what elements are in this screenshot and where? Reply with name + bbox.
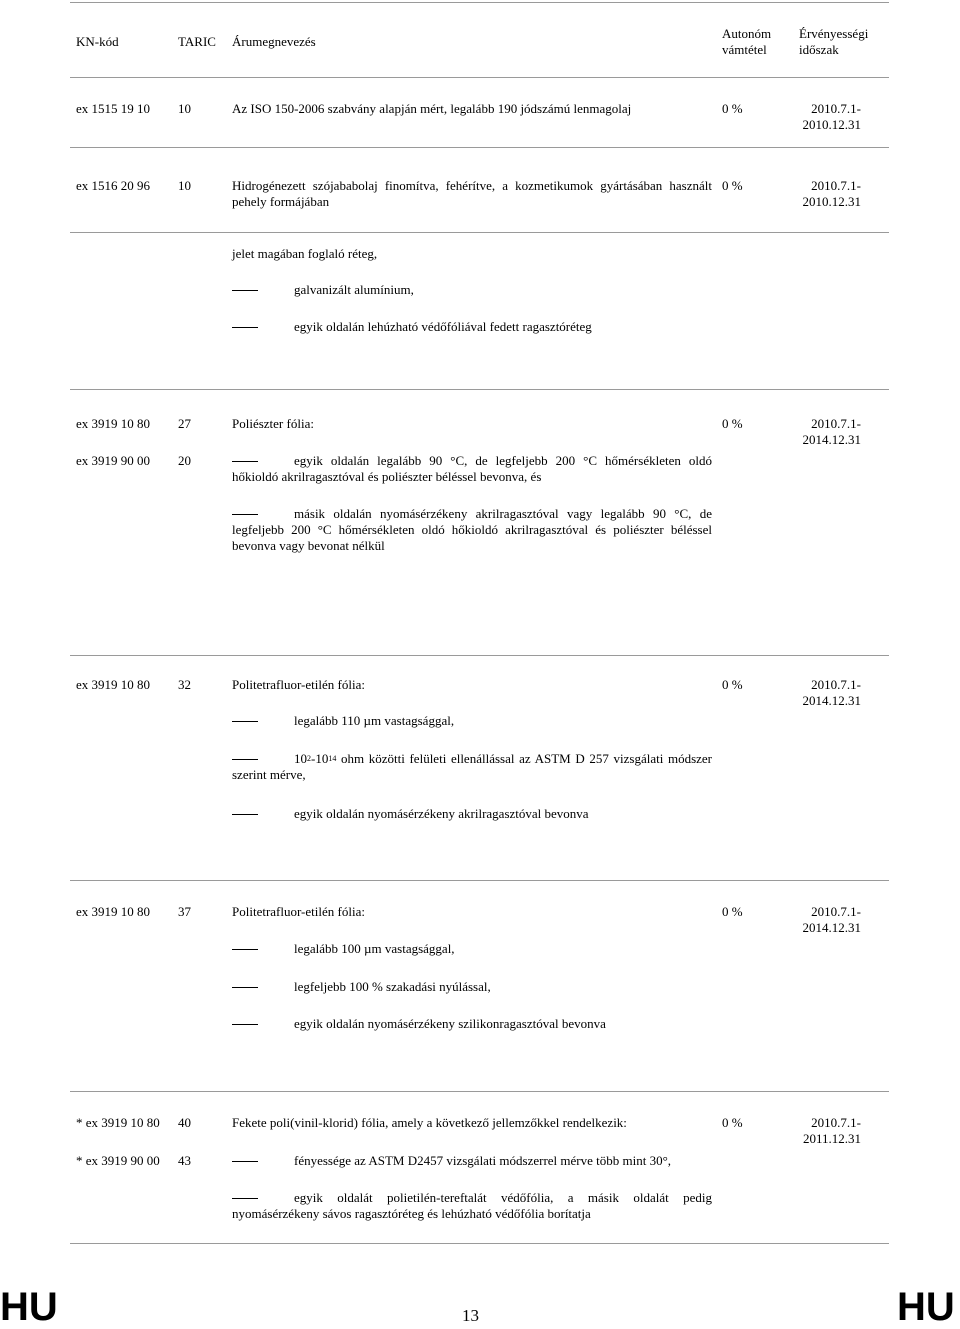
kn-code: * ex 3919 10 80 xyxy=(76,1115,160,1130)
dash-marker xyxy=(232,721,258,722)
period-start: 2010.7.1- xyxy=(811,1115,861,1130)
kn-code: ex 3919 10 80 xyxy=(76,677,151,692)
period-end: 2014.12.31 xyxy=(802,693,861,708)
footer-language-code-right: HU xyxy=(897,1285,955,1329)
validity-period xyxy=(799,178,861,210)
duty-rate: 0 % xyxy=(722,101,743,116)
footer-language-code-left: HU xyxy=(0,1285,58,1329)
row-divider xyxy=(70,232,889,233)
list-item xyxy=(232,1016,606,1032)
list-item-text: -10 xyxy=(311,751,329,766)
list-item xyxy=(232,806,589,822)
duty-rate: 0 % xyxy=(722,1115,743,1130)
list-item xyxy=(232,713,454,729)
taric-code: 32 xyxy=(178,677,191,692)
dash-marker xyxy=(232,987,258,988)
dash-marker xyxy=(232,290,258,291)
duty-rate: 0 % xyxy=(722,677,743,692)
list-item-text: egyik oldalán nyomásérzékeny akrilragasztóval bevonva xyxy=(294,806,589,821)
list-item-text: egyik oldalán lehúzható védőfóliával fedett ragasztóréteg xyxy=(294,319,592,334)
header-description: Árumegnevezés xyxy=(232,34,316,49)
list-item-text: egyik oldalán nyomásérzékeny szilikonragasztóval bevonva xyxy=(294,1016,606,1031)
period-end: 2010.12.31 xyxy=(802,117,861,132)
duty-rate: 0 % xyxy=(722,904,743,919)
dash-marker xyxy=(232,1024,258,1025)
list-item-text: legalább 100 µm vastagsággal, xyxy=(294,941,455,956)
header-taric: TARIC xyxy=(178,34,216,49)
exponent: 14 xyxy=(328,754,337,763)
list-item-text: másik oldalán nyomásérzékeny akrilragasztóval vagy legalább 90 °C, de legfeljebb 200 °C hőmérsékleten oldó hőkioldó akrilragasztóval és poliészter béléssel bevonva vagy bevonat nélkül xyxy=(232,506,712,553)
dash-marker xyxy=(232,461,258,462)
description-title: Politetrafluor-etilén fólia: xyxy=(232,677,365,692)
period-end: 2010.12.31 xyxy=(802,194,861,209)
row-divider xyxy=(70,1091,889,1092)
header-duty-line1: Autonóm xyxy=(722,26,772,41)
list-item xyxy=(232,941,455,957)
taric-code: 27 xyxy=(178,416,191,431)
kn-code: ex 3919 90 00 xyxy=(76,453,151,468)
page-number: 13 xyxy=(462,1306,479,1325)
header-divider xyxy=(70,77,889,78)
header-period-line2: időszak xyxy=(799,42,839,57)
dash-marker xyxy=(232,949,258,950)
description-title: Poliészter fólia: xyxy=(232,416,314,431)
taric-code: 10 xyxy=(178,101,191,116)
description-title: Fekete poli(vinil-klorid) fólia, amely a következő jellemzőkkel rendelkezik: xyxy=(232,1115,627,1130)
list-item-text: egyik oldalát polietilén-tereftalát védőfólia, a másik oldalát pedig nyomásérzékeny sávos ragasztóréteg és lehúzható védőfólia borítatja xyxy=(232,1190,712,1221)
list-item-text: ohm közötti felületi ellenállással az ASTM D 257 vizsgálati módszer szerint mérve, xyxy=(232,751,712,782)
kn-code: ex 3919 10 80 xyxy=(76,904,151,919)
list-item-text: legfeljebb 100 % szakadási nyúlással, xyxy=(294,979,491,994)
header-kn-code: KN-kód xyxy=(76,34,119,49)
dash-marker xyxy=(232,327,258,328)
period-start: 2010.7.1- xyxy=(811,677,861,692)
header-duty-line2: vámtétel xyxy=(722,42,767,57)
list-item xyxy=(232,979,491,995)
row-divider xyxy=(70,147,889,148)
dash-marker xyxy=(232,514,258,515)
taric-code: 10 xyxy=(178,178,191,193)
row-divider xyxy=(70,880,889,881)
kn-code: ex 1516 20 96 xyxy=(76,178,151,193)
list-item-text: egyik oldalán legalább 90 °C, de legfeljebb 200 °C hőmérsékleten oldó hőkioldó akrilragasztóval és poliészter béléssel bevonva, és xyxy=(232,453,712,484)
taric-code: 37 xyxy=(178,904,191,919)
duty-rate: 0 % xyxy=(722,178,743,193)
row-divider xyxy=(70,389,889,390)
exponent: 2 xyxy=(307,754,311,763)
dash-marker xyxy=(232,814,258,815)
validity-period xyxy=(799,416,861,448)
goods-description: Az ISO 150-2006 szabvány alapján mért, legalább 190 jódszámú lenmagolaj xyxy=(232,101,632,116)
description-title: Politetrafluor-etilén fólia: xyxy=(232,904,365,919)
dash-marker xyxy=(232,1198,258,1199)
description-line: jelet magában foglaló réteg, xyxy=(232,246,378,261)
list-item xyxy=(232,751,712,783)
table-top-border xyxy=(70,2,889,3)
table-bottom-border xyxy=(70,1243,889,1244)
period-end: 2014.12.31 xyxy=(802,432,861,447)
kn-code: * ex 3919 90 00 xyxy=(76,1153,160,1168)
validity-period xyxy=(799,904,861,936)
dash-marker xyxy=(232,759,258,760)
list-item-text: legalább 110 µm vastagsággal, xyxy=(294,713,455,728)
taric-code: 43 xyxy=(178,1153,191,1168)
header-period-line1: Érvényességi xyxy=(799,26,869,41)
validity-period xyxy=(799,1115,861,1147)
period-end: 2014.12.31 xyxy=(802,920,861,935)
validity-period xyxy=(799,677,861,709)
list-item xyxy=(232,282,414,298)
list-item xyxy=(232,506,712,554)
list-item-text: fényessége az ASTM D2457 vizsgálati módszerrel mérve több mint 30°, xyxy=(294,1153,672,1168)
goods-description: Hidrogénezett szójababolaj finomítva, fehérítve, a kozmetikumok gyártásában használt pehely formájában xyxy=(232,178,712,209)
list-item xyxy=(232,453,712,485)
dash-marker xyxy=(232,1161,258,1162)
header-period xyxy=(799,26,868,58)
kn-code: ex 3919 10 80 xyxy=(76,416,151,431)
period-start: 2010.7.1- xyxy=(811,904,861,919)
taric-code: 20 xyxy=(178,453,191,468)
kn-code: ex 1515 19 10 xyxy=(76,101,151,116)
period-start: 2010.7.1- xyxy=(811,101,861,116)
list-item xyxy=(232,1190,712,1222)
list-item-text: 10 xyxy=(294,751,307,766)
taric-code: 40 xyxy=(178,1115,191,1130)
validity-period xyxy=(799,101,861,133)
period-end: 2011.12.31 xyxy=(802,1131,861,1146)
period-start: 2010.7.1- xyxy=(811,178,861,193)
duty-rate: 0 % xyxy=(722,416,743,431)
row-divider xyxy=(70,655,889,656)
list-item xyxy=(232,1153,671,1169)
list-item xyxy=(232,319,592,335)
period-start: 2010.7.1- xyxy=(811,416,861,431)
list-item-text: galvanizált alumínium, xyxy=(294,282,414,297)
header-duty xyxy=(722,26,771,58)
